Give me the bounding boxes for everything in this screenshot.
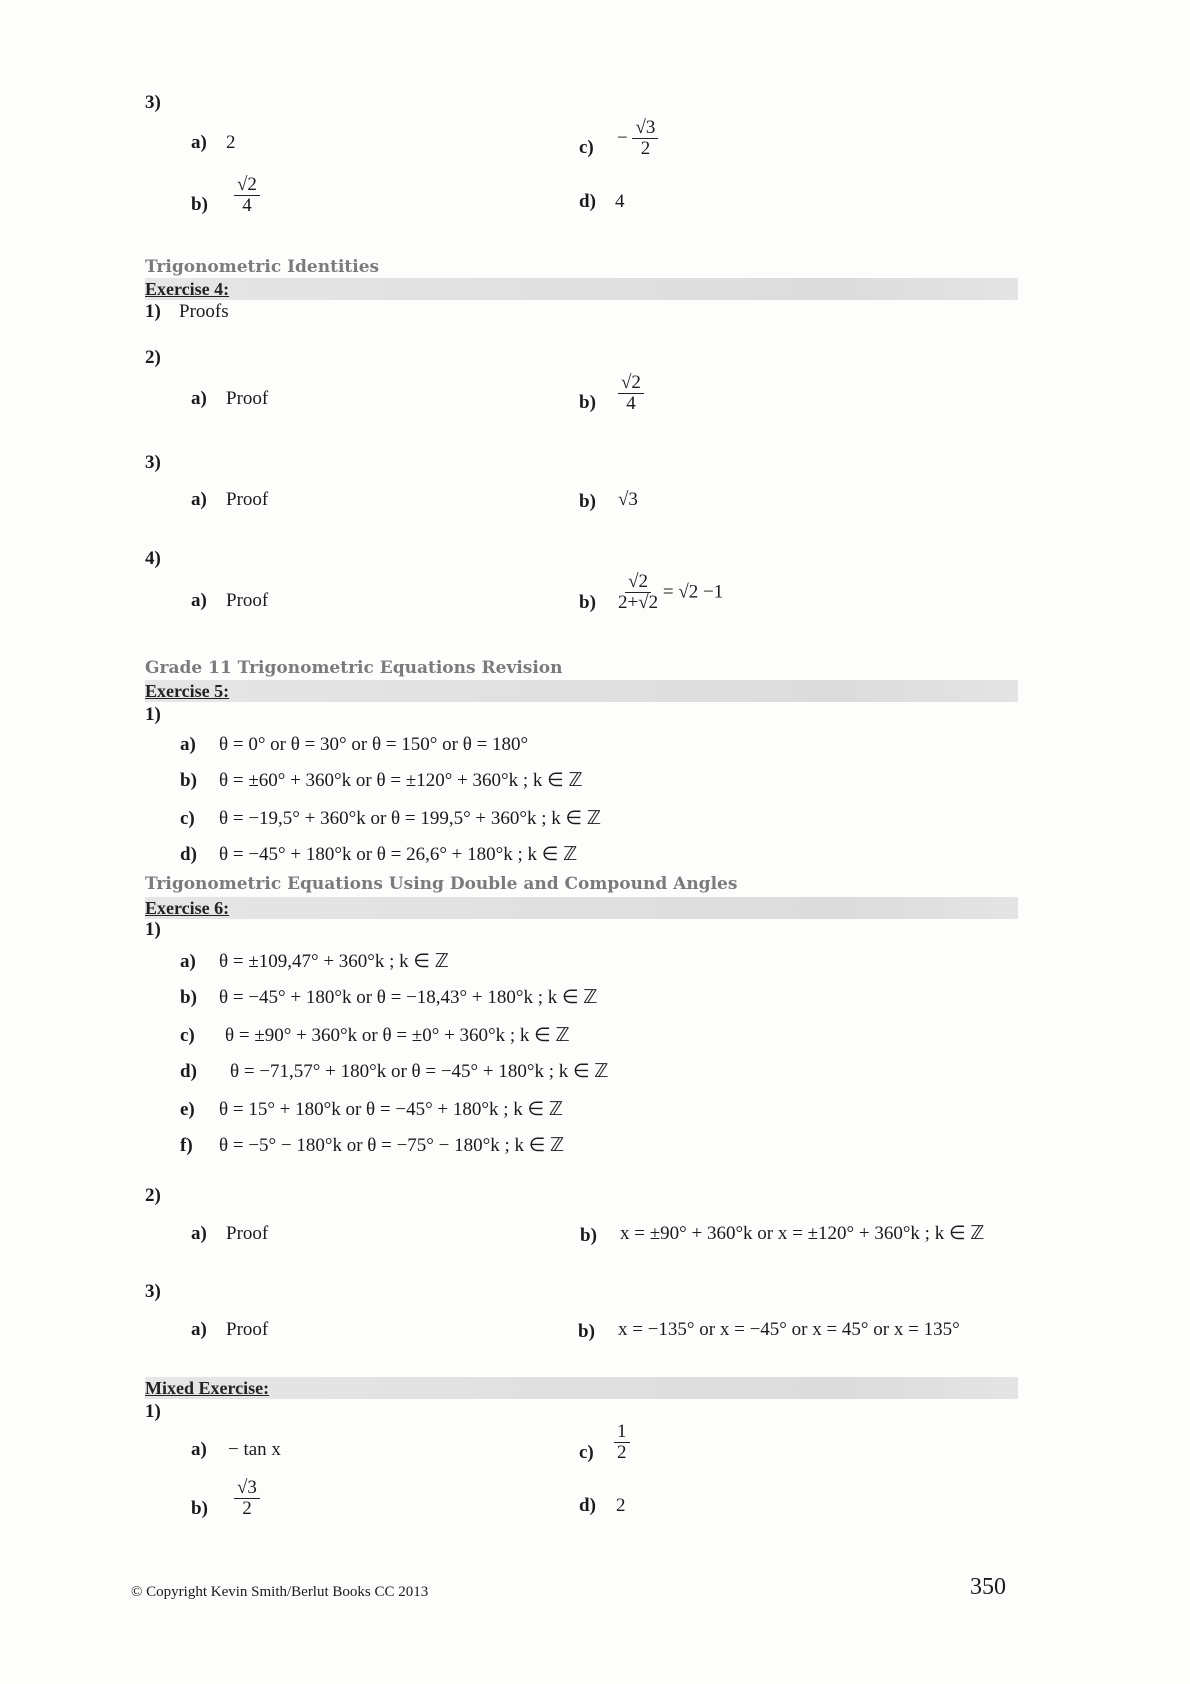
answer-value: 2 [226,132,236,153]
item-label: a) [191,1319,207,1340]
question-number: 1) [145,1401,161,1422]
item-label: a) [180,734,196,755]
answer-equation: θ = −71,57° + 180°k or θ = −45° + 180°k ; k ∈ ℤ [230,1061,609,1082]
question-number: 3) [145,1281,161,1302]
answer-value: Proof [226,1223,269,1244]
denominator: 4 [242,195,252,216]
denominator: 2 [617,1442,627,1463]
answer-equation: θ = 0° or θ = 30° or θ = 150° or θ = 180° [219,734,529,755]
question-number: 3) [145,92,161,113]
question-number: 1) [145,919,161,940]
answer-rest: = √2 −1 [662,581,724,603]
answer-equation: θ = −5° − 180°k or θ = −75° − 180°k ; k ∈ ℤ [219,1135,565,1156]
answer-value: 2 [616,1495,626,1516]
denominator: 4 [626,393,636,414]
numerator: √3 [234,1478,260,1499]
numerator: √2 [625,572,651,593]
exercise-title: Exercise 6: [145,898,230,918]
section-heading: Trigonometric Equations Using Double and Compound Angles [145,874,738,894]
item-label: f) [180,1135,193,1156]
exercise-title: Mixed Exercise: [145,1378,270,1398]
question-number: 1) [145,704,161,725]
answer-value: Proof [226,388,269,409]
answer-equation: x = ±90° + 360°k or x = ±120° + 360°k ; k ∈ ℤ [620,1223,985,1244]
numerator: √3 [632,118,658,139]
item-label: c) [180,808,195,829]
item-label: b) [579,392,596,413]
answer-value: √3 [618,489,638,510]
answer-equation: θ = ±109,47° + 360°k ; k ∈ ℤ [219,951,449,972]
denominator: 2 [242,1498,252,1519]
exercise-bar [145,897,1018,919]
answer-equation: θ = −45° + 180°k or θ = −18,43° + 180°k ; k ∈ ℤ [219,987,598,1008]
answer-equation: θ = −45° + 180°k or θ = 26,6° + 180°k ; k ∈ ℤ [219,844,578,865]
item-label: b) [578,1321,595,1342]
question-number: 2) [145,1185,161,1206]
answer-equation: θ = −19,5° + 360°k or θ = 199,5° + 360°k ; k ∈ ℤ [219,808,601,829]
answer-equation: θ = ±90° + 360°k or θ = ±0° + 360°k ; k ∈ ℤ [225,1025,570,1046]
item-label: b) [579,491,596,512]
exercise-bar [145,278,1018,300]
item-label: b) [180,987,197,1008]
item-label: c) [180,1025,195,1046]
item-label: b) [580,1225,597,1246]
item-label: d) [579,191,596,212]
item-label: a) [191,132,207,153]
footer-copyright: © Copyright Kevin Smith/Berlut Books CC 2013 [131,1584,429,1600]
item-label: a) [191,590,207,611]
item-label: a) [191,489,207,510]
answer-fraction [617,118,658,159]
answer-fraction [618,373,644,414]
item-label: b) [191,1498,208,1519]
item-label: a) [191,1223,207,1244]
denominator: 2+√2 [618,592,659,613]
item-label: b) [579,592,596,613]
answer-value: − tan x [228,1439,281,1460]
section-heading: Grade 11 Trigonometric Equations Revision [145,658,563,678]
question-number: 4) [145,548,161,569]
question-number: 3) [145,452,161,473]
sign: − [617,127,628,149]
denominator: 2 [640,138,651,159]
answer-value: Proofs [179,301,229,322]
exercise-bar [145,1377,1018,1399]
item-label: a) [191,388,207,409]
exercise-title: Exercise 5: [145,681,230,701]
answer-fraction [618,572,723,613]
numerator: 1 [614,1422,630,1443]
answer-equation: x = −135° or x = −45° or x = 45° or x = 135° [618,1319,960,1340]
item-label: c) [579,137,594,158]
item-label: b) [191,194,208,215]
exercise-title: Exercise 4: [145,279,230,299]
answer-value: Proof [226,1319,269,1340]
section-heading: Trigonometric Identities [145,257,380,277]
answer-value: Proof [226,489,269,510]
answer-value: 4 [615,191,625,212]
item-label: b) [180,770,197,791]
answer-fraction [234,175,260,216]
item-label: d) [180,1061,197,1082]
answer-value: Proof [226,590,269,611]
numerator: √2 [618,373,644,394]
answer-equation: θ = ±60° + 360°k or θ = ±120° + 360°k ; k ∈ ℤ [219,770,583,791]
item-label: d) [579,1495,596,1516]
question-number: 1) [145,301,161,322]
item-label: e) [180,1099,195,1120]
item-label: d) [180,844,197,865]
item-label: c) [579,1442,594,1463]
page-number: 350 [970,1574,1006,1600]
answer-equation: θ = 15° + 180°k or θ = −45° + 180°k ; k ∈ ℤ [219,1099,563,1120]
question-number: 2) [145,347,161,368]
exercise-bar [145,680,1018,702]
item-label: a) [180,951,196,972]
numerator: √2 [234,175,260,196]
answer-fraction [614,1422,630,1463]
item-label: a) [191,1439,207,1460]
answer-fraction [234,1478,260,1519]
